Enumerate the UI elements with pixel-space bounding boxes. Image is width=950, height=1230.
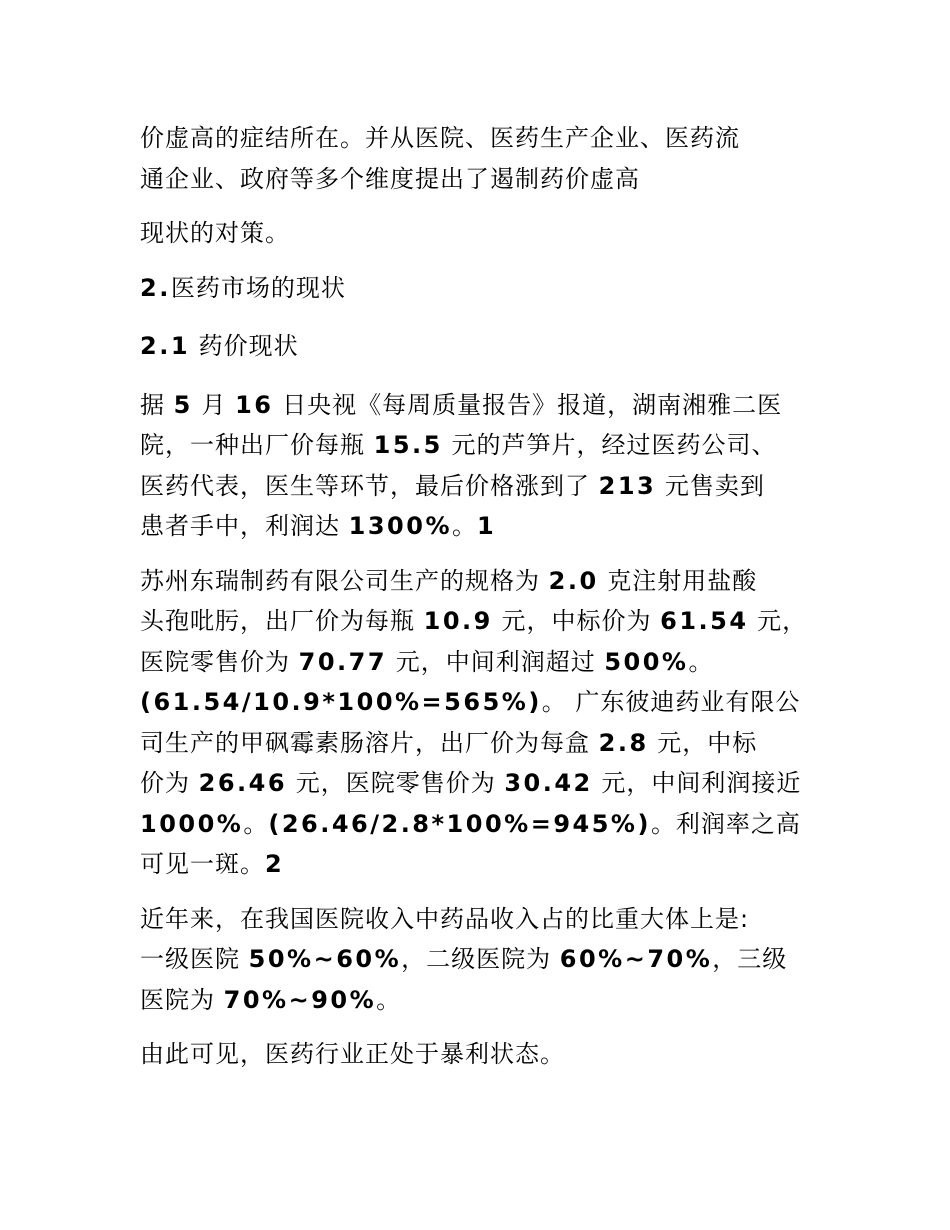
text-run: 据 — [140, 390, 174, 419]
text-run: 元的芦笋片，经过医药公司、 — [442, 431, 777, 459]
text-run: 元，中间利润超过 — [387, 647, 605, 676]
text-run: ，三级 — [712, 945, 788, 973]
text-run: 克注射用盐酸 — [598, 566, 758, 595]
bold-text-run: 1300% — [348, 512, 452, 540]
text-run: 。 — [243, 809, 269, 838]
bold-text-run: 70.77 — [298, 647, 388, 676]
text-line — [140, 425, 820, 466]
text-line — [140, 642, 820, 683]
bold-text-run: 50%~60% — [248, 945, 402, 973]
text-line — [140, 561, 820, 602]
paragraph-pharma-examples — [140, 561, 820, 885]
bold-text-run: 60%~70% — [559, 945, 713, 973]
text-line — [140, 506, 820, 547]
text-line — [140, 682, 820, 723]
text-run: 元， — [748, 607, 808, 635]
text-run: 医院为 — [140, 985, 224, 1014]
text-line — [140, 118, 820, 159]
text-run: 。 — [688, 647, 714, 676]
bold-text-run: 2. — [140, 273, 171, 302]
text-line — [140, 601, 820, 642]
bold-text-run: 1000% — [140, 809, 244, 838]
text-run: 价虚高的症结所在。并从医院、医药生产企业、医药流 — [140, 124, 740, 152]
text-line — [140, 899, 820, 940]
text-line — [140, 268, 820, 309]
text-run: 院，一种出厂价每瓶 — [140, 431, 374, 459]
text-run: 价为 — [140, 769, 199, 797]
section-heading-market-status — [140, 268, 820, 309]
bold-text-run: 2.8 — [598, 728, 649, 757]
paragraph-conclusion — [140, 1034, 820, 1075]
text-run: 司生产的甲砜霉素肠溶片，出厂价为每盒 — [140, 728, 599, 757]
text-run: ，二级医院为 — [401, 945, 560, 973]
bold-text-run: 61.54 — [660, 607, 749, 635]
bold-text-run: 2 — [265, 850, 285, 878]
text-run: 元，中间利润接近 — [592, 769, 802, 797]
text-run: 元，中标价为 — [492, 607, 661, 635]
text-run: 医药市场的现状 — [170, 273, 346, 302]
text-run: 日央视《每周质量报告》报道，湖南湘雅二医 — [273, 390, 783, 419]
text-line — [140, 385, 820, 426]
text-run: 。 广东彼迪药业有限公 — [541, 688, 801, 716]
paragraph-hospital-revenue-share — [140, 899, 820, 1021]
bold-text-run: 2.1 — [140, 332, 191, 360]
text-run: 可见一斑。 — [140, 850, 265, 878]
bold-text-run: 16 — [235, 390, 274, 419]
bold-text-run: 10.9 — [423, 607, 493, 635]
text-run: 元，医院零售价为 — [287, 769, 505, 797]
bold-text-run: 5 — [173, 390, 193, 419]
bold-text-run: 1 — [476, 512, 497, 540]
text-run: 现状的对策。 — [140, 219, 290, 247]
text-run: 苏州东瑞制药有限公司生产的规格为 — [140, 566, 549, 595]
bold-text-run: 213 — [598, 471, 657, 500]
text-run: 。 — [376, 985, 402, 1014]
text-line — [140, 159, 820, 200]
text-run: 月 — [192, 390, 236, 419]
text-line — [140, 213, 820, 254]
text-run: 近年来，在我国医院收入中药品收入占的比重大体上是: — [140, 904, 750, 933]
bold-text-run: 70%~90% — [223, 985, 377, 1014]
text-line — [140, 326, 820, 367]
text-run: 一级医院 — [140, 945, 249, 973]
bold-text-run: (61.54/10.9*100%=565%) — [140, 688, 542, 716]
text-run: 患者手中，利润达 — [140, 512, 349, 540]
bold-text-run: 30.42 — [504, 769, 593, 797]
text-run: 医药代表，医生等环节，最后价格涨到了 — [140, 471, 599, 500]
text-run: 药价现状 — [190, 332, 299, 360]
paragraph-cctv-report — [140, 385, 820, 547]
bold-text-run: 26.46 — [198, 769, 288, 797]
text-run: 。利润率之高 — [650, 809, 801, 838]
text-line — [140, 844, 820, 885]
subsection-heading-drug-price — [140, 326, 820, 367]
text-line — [140, 804, 820, 845]
text-line — [140, 723, 820, 764]
text-line — [140, 939, 820, 980]
text-run: 通企业、政府等多个维度提出了遏制药价虚高 — [140, 164, 640, 193]
text-run: 头孢吡肟，出厂价为每瓶 — [140, 607, 424, 635]
text-run: 医院零售价为 — [140, 647, 299, 676]
bold-text-run: 500% — [604, 647, 689, 676]
bold-text-run: 15.5 — [373, 431, 443, 459]
bold-text-run: (26.46/2.8*100%=945%) — [268, 809, 651, 838]
text-line — [140, 980, 820, 1021]
paragraph-countermeasures — [140, 213, 820, 254]
text-line — [140, 763, 820, 804]
document-page — [140, 118, 820, 1089]
text-run: 元售卖到 — [656, 471, 765, 500]
bold-text-run: 2.0 — [548, 566, 599, 595]
text-run: 。 — [451, 512, 477, 540]
text-run: 由此可见，医药行业正处于暴利状态。 — [140, 1040, 565, 1068]
text-run: 元，中标 — [648, 728, 758, 757]
text-line — [140, 466, 820, 507]
text-line — [140, 1034, 820, 1075]
paragraph-intro-continued — [140, 118, 820, 199]
